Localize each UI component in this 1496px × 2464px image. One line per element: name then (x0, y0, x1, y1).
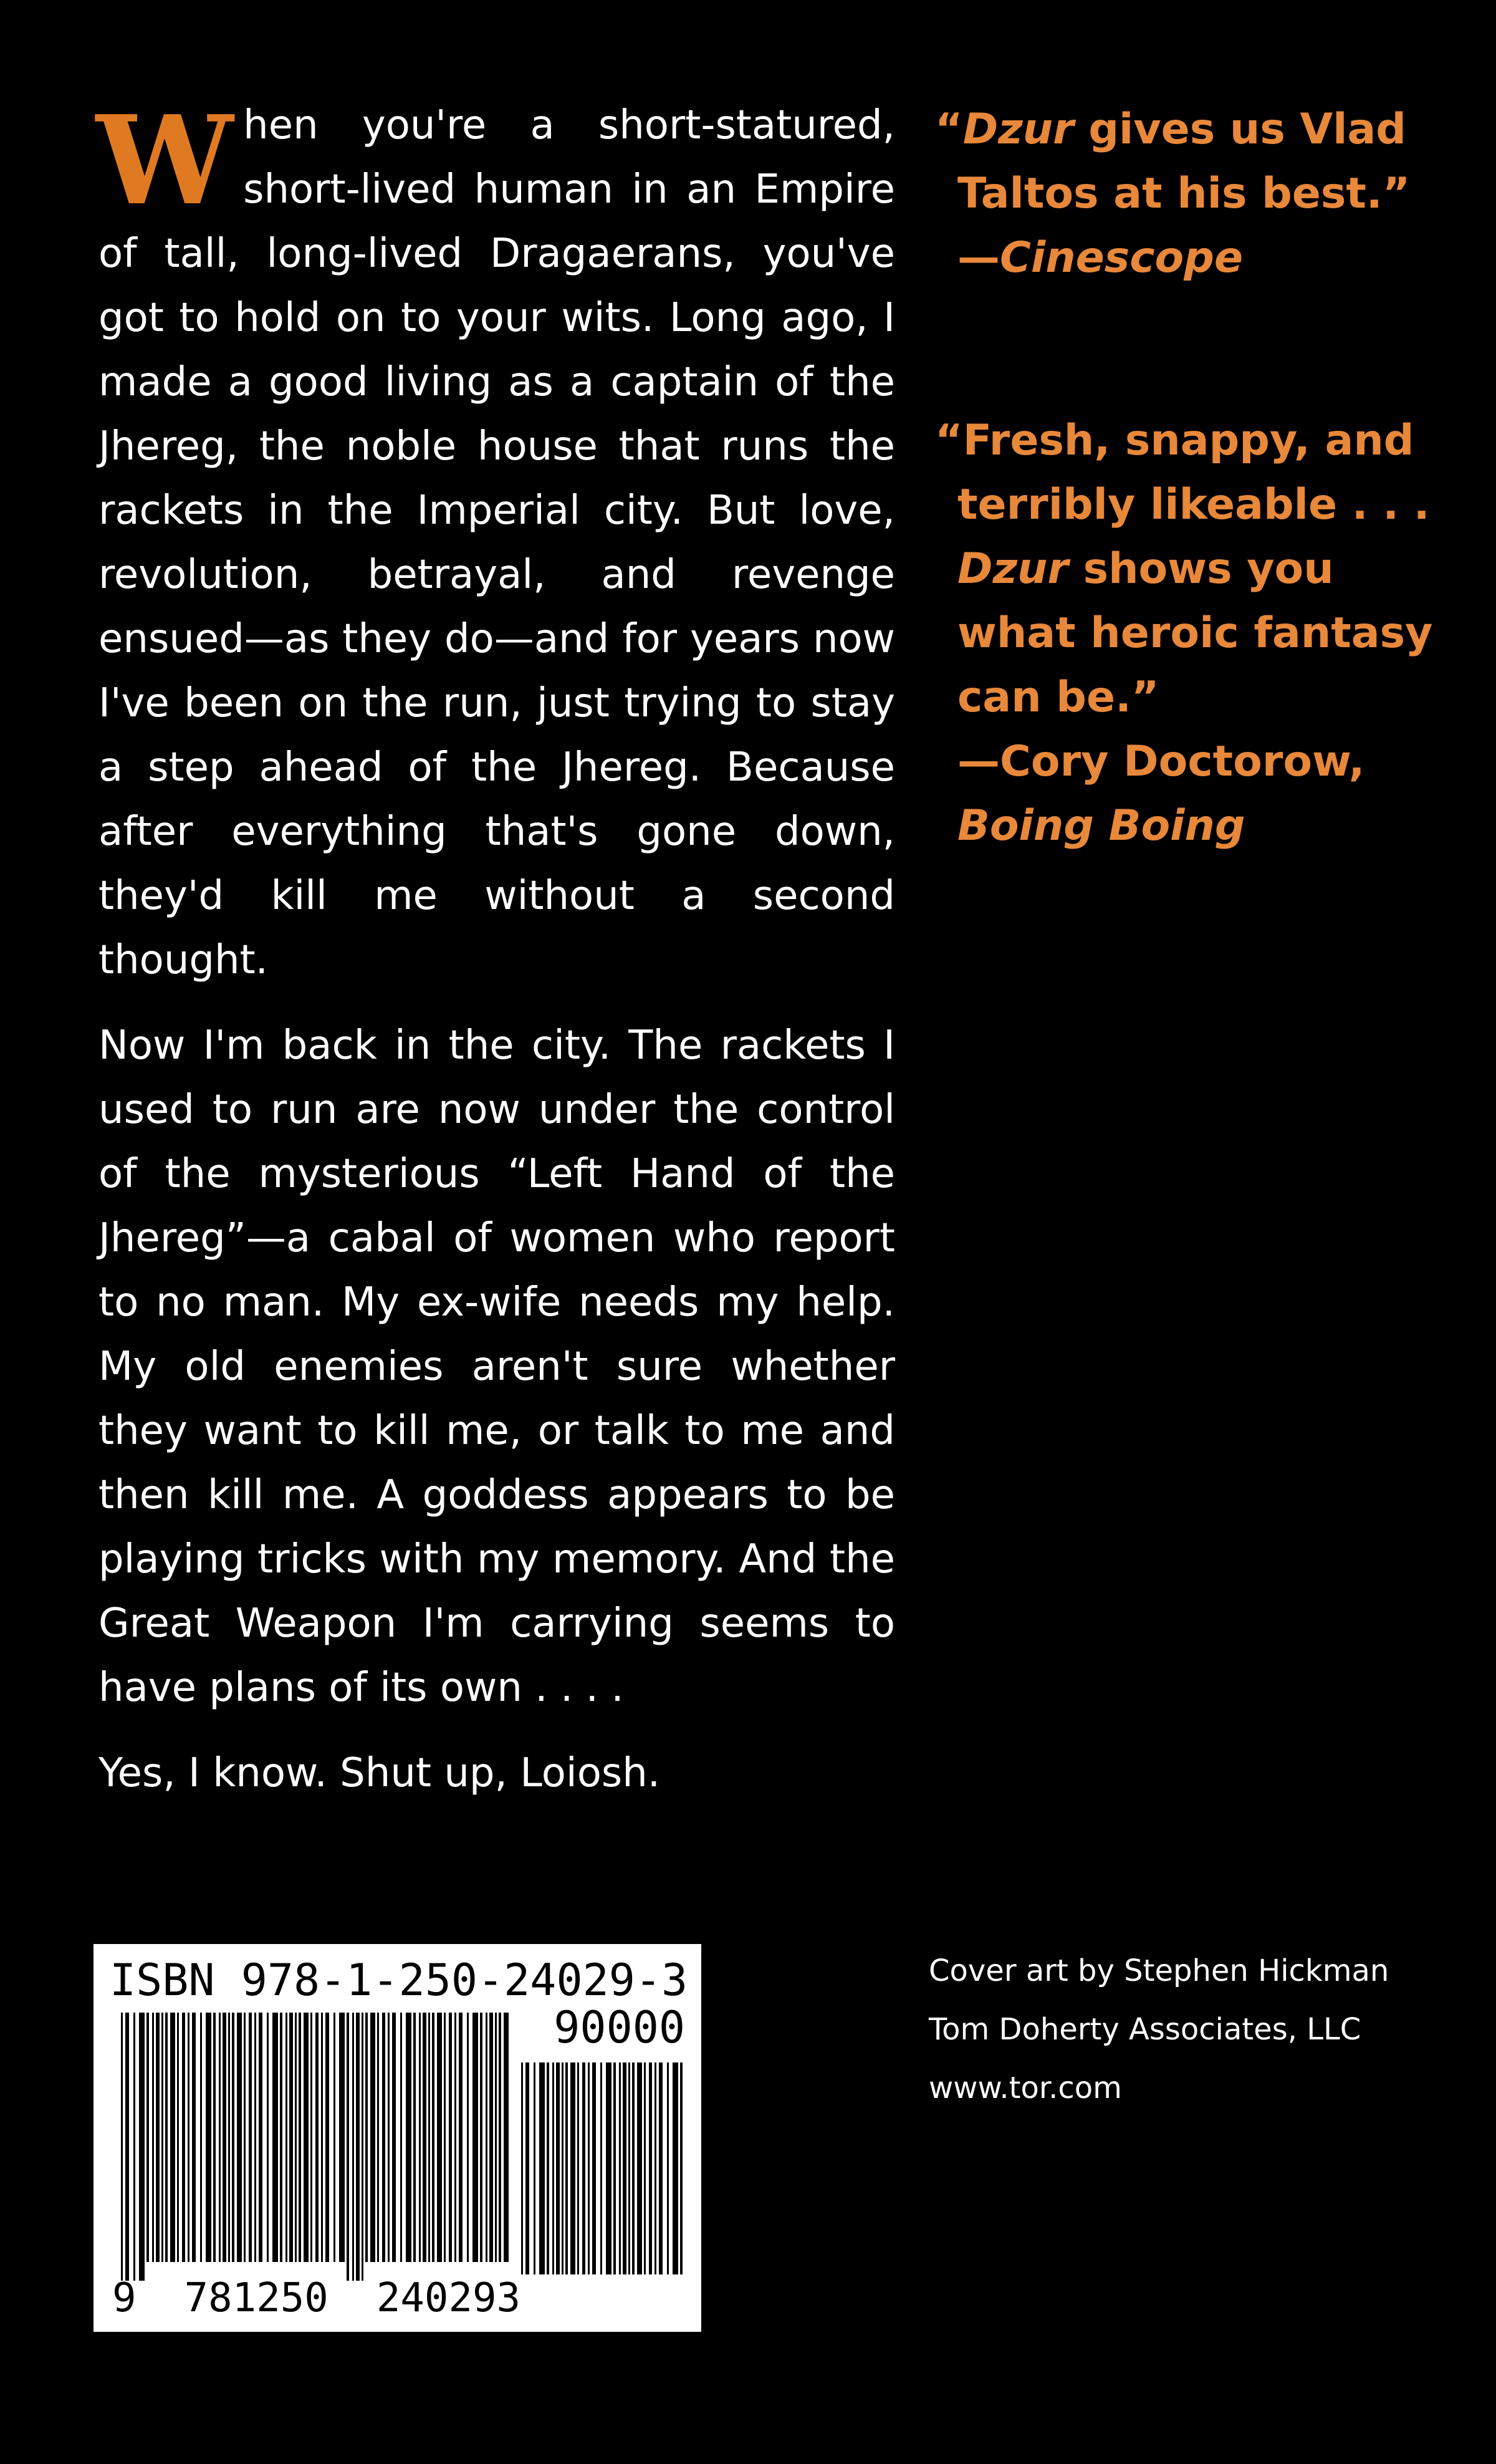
barcode-bar (362, 2013, 363, 2281)
barcode-bar (556, 2062, 560, 2274)
barcode-bar (623, 2062, 626, 2274)
barcode-bar (592, 2062, 596, 2274)
barcode-bar (299, 2013, 301, 2262)
barcode-bar (170, 2013, 175, 2262)
barcode-bar (156, 2013, 160, 2262)
barcode-bar (644, 2062, 646, 2274)
barcode-bar (547, 2062, 549, 2274)
barcode-bar (582, 2062, 585, 2274)
quote-line: what heroic fantasy (957, 609, 1433, 658)
open-quote-mark: “ (935, 105, 963, 154)
barcode-bar (444, 2013, 446, 2262)
barcode-bar (637, 2062, 642, 2274)
barcode-bar (259, 2013, 262, 2262)
barcode-bar (325, 2013, 329, 2262)
attribution-source: Boing Boing (957, 801, 1245, 850)
barcode-bar (504, 2013, 509, 2262)
barcode-bar (249, 2013, 252, 2262)
barcode-bar (600, 2062, 602, 2274)
back-cover-blurb (96, 89, 895, 1827)
barcode-bar (192, 2013, 196, 2262)
barcode-bar (437, 2013, 442, 2262)
review-quote-doctorow (935, 408, 1433, 858)
barcode-bar (499, 2013, 501, 2262)
barcode-bar (223, 2013, 226, 2262)
barcode-bar (304, 2013, 309, 2262)
barcode-bar (188, 2013, 189, 2262)
barcode-bar (577, 2062, 579, 2274)
barcode-bar (339, 2013, 345, 2262)
barcode-bar (315, 2013, 319, 2262)
barcode-bar (206, 2013, 211, 2262)
attribution-dash: — (957, 233, 1000, 282)
blurb-paragraph-2: Now I'm back in the city. The rackets I used to run are now under the control of the mysterious “Left Hand of the Jhereg”—a cabal of women who report to no man. My ex-wife needs my help. My old enemies aren't sure whether they want to kill me, or talk to me and then kill me. A goddess appears to be playing tricks with my memory. And the Great Weapon I'm carrying seems to have plans of its own . . . . (98, 1023, 895, 1711)
book-title-italic: Dzur (957, 544, 1068, 594)
quote-attribution: —Cory Doctorow, (957, 737, 1365, 786)
publisher-name: Tom Doherty Associates, LLC (929, 2012, 1361, 2047)
barcode-bar (267, 2013, 269, 2262)
barcode-bar (570, 2062, 575, 2274)
barcode-bar (200, 2013, 202, 2262)
barcode-bar (552, 2062, 554, 2274)
quote-line (935, 537, 1421, 601)
isbn-barcode (94, 1944, 701, 2332)
review-quotes (935, 97, 1433, 976)
barcode-bar (165, 2013, 168, 2262)
quote-line: “Fresh, snappy, and (935, 416, 1414, 465)
barcode-lead-digit: 9 (112, 2275, 137, 2321)
barcode-bar (659, 2062, 663, 2274)
barcode-bar (377, 2013, 379, 2262)
barcode-bar (673, 2062, 678, 2274)
barcode-bar (680, 2062, 683, 2274)
barcode-bar (237, 2013, 242, 2262)
quote-line: terribly likeable . . . (957, 480, 1430, 529)
barcode-bar (419, 2013, 421, 2262)
barcode-bar (177, 2013, 179, 2262)
barcode-bar (454, 2013, 456, 2262)
barcode-bar (356, 2013, 360, 2281)
barcode-bar (654, 2062, 656, 2274)
barcode-bar (244, 2013, 246, 2262)
barcode-bar (632, 2062, 635, 2274)
book-title-italic: Dzur (962, 105, 1074, 154)
barcode-bar (534, 2062, 535, 2274)
quote-text: gives us Vlad (1073, 105, 1406, 154)
barcode-bar (161, 2013, 163, 2262)
quote-line (935, 97, 1421, 161)
blurb-paragraph-1-text: hen you're a short-statured, short-lived human in an Empire of tall, long-lived Dragaerans, you've got to hold on to your wits. Long ago, I made a good living as a captain of the Jhereg, the noble house that runs the rackets in the Imperial city. But love, revolution, betrayal, and revenge ensued—as they do—and for years now I've been on the run, just trying to stay a step ahead of the Jhereg. Because after everything that's gone down, they'd kill me without a second thought. (98, 102, 895, 983)
barcode-bar (588, 2062, 590, 2274)
barcode-bar (121, 2013, 123, 2281)
barcode-bar (619, 2062, 621, 2274)
blurb-paragraph-3: Yes, I know. Shut up, Loiosh. (98, 1750, 661, 1796)
barcode-bar (495, 2013, 497, 2262)
barcode-bar (321, 2013, 323, 2262)
barcode-digit-group-1: 781250 (184, 2275, 328, 2321)
barcode-bar (400, 2013, 402, 2262)
barcode-bar (388, 2013, 390, 2262)
barcode-bar (365, 2013, 368, 2262)
barcode-bar (649, 2062, 652, 2274)
barcode-bar (480, 2013, 482, 2262)
barcode-bar (219, 2013, 221, 2262)
barcode-bar (467, 2013, 469, 2262)
publisher-credits (929, 1942, 1389, 2117)
barcode-bar (521, 2062, 523, 2274)
barcode-bar (432, 2013, 434, 2262)
blurb-paragraph-1 (96, 89, 895, 993)
drop-cap-letter: W (96, 89, 234, 233)
barcode-bar (254, 2013, 256, 2262)
barcode-bar (232, 2013, 234, 2262)
barcode-bar (613, 2062, 616, 2274)
barcode-bar (295, 2013, 297, 2262)
quote-text: shows you (1068, 544, 1334, 594)
barcode-bars-icon (102, 2002, 694, 2281)
quote-line: can be.” (957, 673, 1159, 722)
barcode-bar (565, 2062, 568, 2274)
barcode-bar (347, 2013, 349, 2281)
barcode-bar (392, 2013, 396, 2262)
barcode-bar (213, 2013, 216, 2262)
barcode-bar (152, 2013, 154, 2262)
barcode-bar (459, 2013, 463, 2262)
barcode-bar (333, 2013, 335, 2262)
attribution-source: Cinescope (1000, 233, 1244, 282)
barcode-bar (525, 2062, 529, 2274)
barcode-bar (486, 2013, 487, 2262)
barcode-bar (228, 2013, 230, 2262)
barcode-bar (423, 2013, 426, 2262)
barcode-bar (667, 2062, 669, 2274)
barcode-bar (133, 2013, 135, 2281)
barcode-bar (413, 2013, 416, 2262)
barcode-bar (289, 2013, 293, 2262)
publisher-website: www.tor.com (929, 2071, 1122, 2105)
barcode-bar (428, 2013, 430, 2262)
barcode-bar (352, 2013, 354, 2281)
barcode-bar (139, 2013, 145, 2281)
review-quote-cinescope (935, 97, 1421, 290)
barcode-bar (606, 2062, 611, 2274)
barcode-bar (628, 2062, 630, 2274)
barcode-bar (562, 2062, 563, 2274)
barcode-bar (272, 2013, 278, 2262)
barcode-bar (125, 2013, 129, 2281)
isbn-label: ISBN 978-1-250-24029-3 (110, 1955, 688, 2006)
barcode-bar (146, 2013, 149, 2262)
barcode-digit-group-2: 240293 (376, 2275, 521, 2321)
price-code: 90000 (554, 2002, 685, 2053)
barcode-bar (182, 2013, 185, 2262)
barcode-bar (472, 2013, 478, 2262)
barcode-bar (489, 2013, 493, 2262)
cover-art-credit: Cover art by Stephen Hickman (929, 1953, 1389, 1988)
barcode-bar (406, 2013, 411, 2262)
barcode-bar (280, 2013, 282, 2262)
barcode-bar (382, 2013, 385, 2262)
barcode-bar (539, 2062, 545, 2274)
quote-attribution (935, 226, 1421, 290)
barcode-bar (370, 2013, 375, 2262)
barcode-bar (310, 2013, 312, 2262)
quote-line: Taltos at his best.” (957, 169, 1411, 218)
barcode-bar (449, 2013, 452, 2262)
barcode-bar (285, 2013, 287, 2262)
barcode-digits (112, 2276, 520, 2321)
